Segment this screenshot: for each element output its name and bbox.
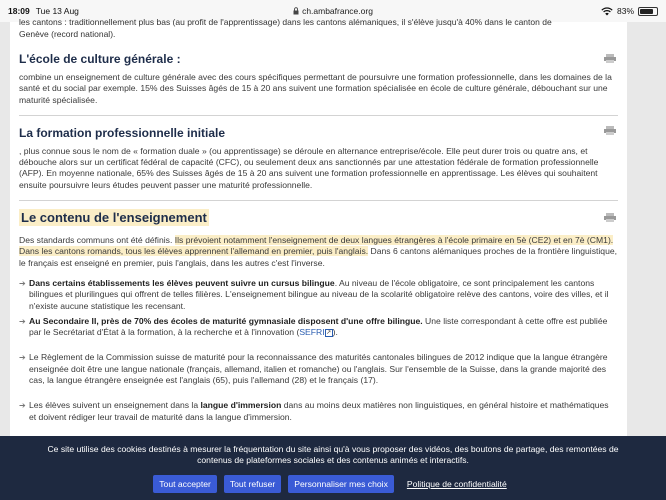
customize-button[interactable]: Personnaliser mes choix bbox=[288, 475, 394, 493]
url-text: ch.ambafrance.org bbox=[302, 5, 373, 16]
sefri-link[interactable]: SEFRI bbox=[299, 327, 325, 338]
date: Tue 13 Aug bbox=[35, 6, 79, 16]
cut-off-text: les cantons : traditionnellement plus bas (au profit de l'apprentissage) dans les cantons alémaniques, il s'élève jusqu'à 40% dans le canton de Genève (record national). bbox=[19, 17, 552, 39]
section-formation-pro bbox=[19, 126, 618, 191]
list-item: ➔ Dans certains établissements les élèves peuvent suivre un cursus bilingue. Au niveau de l'école obligatoire, ce sont principalement les cantons bilingues et plurilingues qui offrent de telles filières. L'enseignement bilingue au niveau de la scolarité obligatoire relève des cantons, voire des villes, et il n'existe aucune statistique les recensant. bbox=[19, 277, 609, 311]
arrow-right-icon: ➔ bbox=[19, 278, 26, 288]
lock-icon bbox=[293, 7, 299, 15]
bullet-list bbox=[19, 278, 618, 423]
print-icon[interactable] bbox=[604, 209, 616, 218]
arrow-right-icon: ➔ bbox=[19, 401, 26, 411]
article-page bbox=[10, 17, 627, 437]
highlighted-text: Ils prévoient notamment l'enseignement de deux langues étrangères à l'école primaire en 5è (CE2) et en 7è (CM1). Dans les cantons romands, tous les élèves apprennent l'allemand en premier, puis l'anglais. bbox=[19, 235, 614, 257]
section-title: La formation professionnelle initiale bbox=[19, 125, 226, 140]
cookie-banner bbox=[0, 436, 666, 500]
section-contenu bbox=[19, 209, 618, 423]
battery-percent: 83% bbox=[616, 6, 634, 16]
address-bar[interactable] bbox=[0, 6, 666, 17]
arrow-right-icon: ➔ bbox=[19, 353, 26, 363]
print-icon[interactable] bbox=[604, 50, 616, 59]
list-item: ➔ Au Secondaire II, près de 70% des écoles de maturité gymnasiale disposent d'une offre bilingue. Une liste correspondant à cette offre est publiée par le Secrétariat d'État à la formation, à la recherche et à l'innovation (SEFRI↗). bbox=[19, 315, 608, 338]
list-item: ➔ Le Règlement de la Commission suisse de maturité pour la reconnaissance des maturités cantonales bilingues de 2012 indique que la langue étrangère enseignée doit être une langue nationale (français, allemand, italien et romanche) ou l'anglais. Sur l'ensemble de la Suisse, dans la grande majorité des cas, la langue étrangère enseignée est l'anglais (65), puis l'allemand (28) et le français (17). bbox=[19, 352, 608, 386]
external-link-icon: ↗ bbox=[326, 329, 332, 336]
print-icon[interactable] bbox=[604, 122, 616, 131]
list-item: ➔ Les élèves suivent un enseignement dans la langue d'immersion dans au moins deux matières non linguistiques, en général histoire et mathématiques et doivent rédiger leur travail de maturité dans la langue d'immersion. bbox=[19, 400, 609, 422]
section-text: combine un enseignement de culture générale avec des cours spécifiques permettant de poursuivre une formation professionnelle, dans les domaines de la santé et du social par exemple. 15% des Suisses âgés de 15 à 20 ans suivent une formation spécialisée en école de culture générale, débouchant sur une maturité spécialisée. bbox=[19, 72, 612, 105]
cookie-message: Ce site utilise des cookies destinés à mesurer la fréquentation du site ainsi qu'à vous proposer des vidéos, des boutons de partage, des remontées de contenus de plateformes sociales et des contenus animés et interactifs. bbox=[47, 444, 619, 465]
section-intro: Des standards communs ont été définis. Ils prévoient notamment l'enseignement de deux langues étrangères à l'école primaire en 5è (CE2) et en 7è (CM1). Dans les cantons romands, tous les élèves apprennent l'allemand en premier, puis l'anglais. Dans 6 cantons alémaniques proches de la frontière linguistique, le français est enseigné en premier, puis l'anglais, dans les autres c'est l'inverse. bbox=[19, 235, 618, 268]
privacy-policy-link[interactable]: Politique de confidentialité bbox=[406, 479, 507, 489]
refuse-all-button[interactable]: Tout refuser bbox=[224, 475, 281, 493]
divider bbox=[19, 200, 618, 201]
section-heading: Le contenu de l'enseignement bbox=[21, 210, 207, 226]
arrow-right-icon: ➔ bbox=[19, 316, 26, 326]
battery-icon bbox=[638, 7, 658, 16]
section-ecole-culture bbox=[19, 52, 618, 106]
accept-all-button[interactable]: Tout accepter bbox=[153, 475, 217, 493]
section-title: L'école de culture générale : bbox=[19, 52, 181, 66]
clock: 18:09 bbox=[8, 6, 30, 16]
divider bbox=[19, 115, 618, 116]
section-text: , plus connue sous le nom de « formation duale » (ou apprentissage) se déroule en alternance entreprise/école. Elle peut durer trois ou quatre ans, et débouche alors sur un certificat fédéral de capacité (CFC), ou seulement deux ans sanctionnés par une attestation fédérale de formation professionnelle (AFP). En moyenne nationale, 65% des Suisses âgés de 15 à 20 ans suivent une formation professionnelle en apprentissage. Les élèves qui souhaitent ensuite poursuivre leurs études peuvent passer une maturité professionnelle. bbox=[19, 145, 599, 190]
